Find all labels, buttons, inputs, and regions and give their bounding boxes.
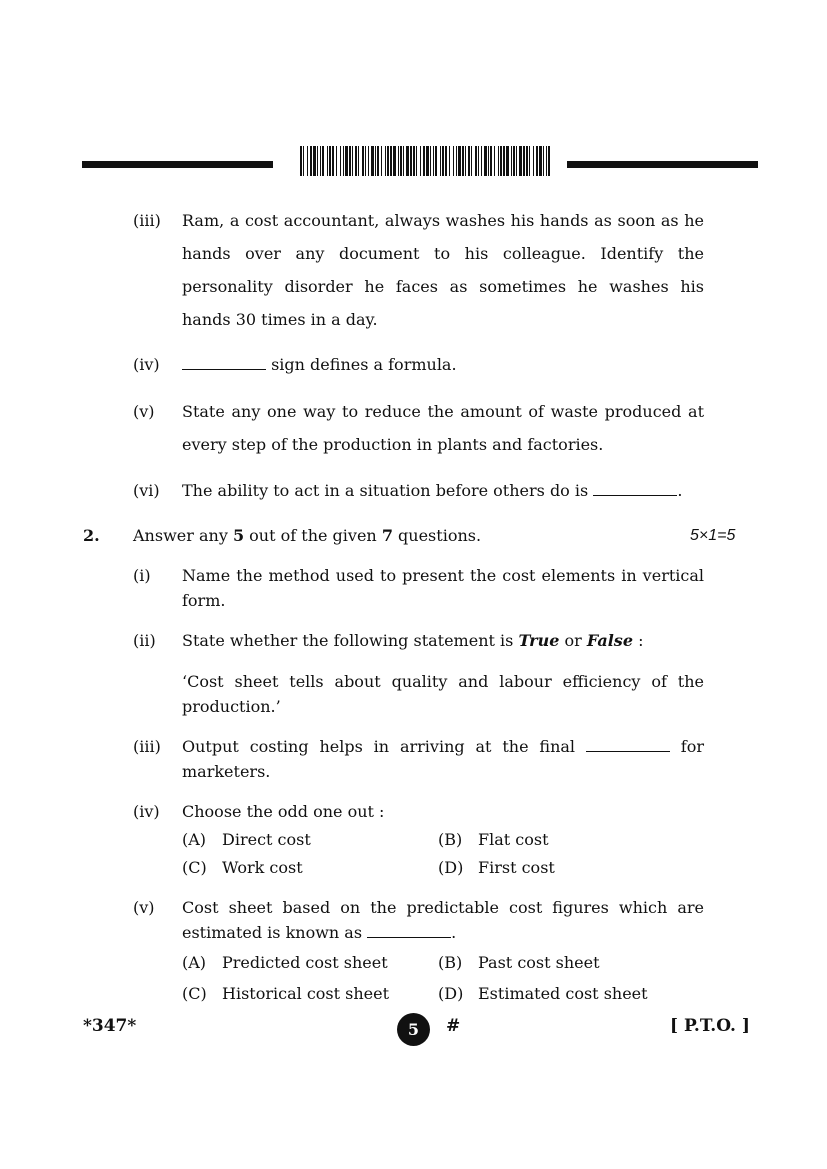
barcode-bar <box>362 146 364 176</box>
barcode-bar <box>349 146 351 176</box>
barcode-bar <box>365 146 366 176</box>
barcode-bar <box>403 146 404 176</box>
barcode-bar <box>435 146 437 176</box>
barcode-bar <box>503 146 505 176</box>
barcode-bar <box>523 146 525 176</box>
barcode-bar <box>368 146 369 176</box>
barcode-bar <box>352 146 353 176</box>
barcode-bar <box>416 146 417 176</box>
barcode-bar <box>478 146 479 176</box>
barcode-bar <box>548 146 550 176</box>
statement-text: ‘Cost sheet tells about quality and labour efficiency of the production.’ <box>182 672 704 716</box>
page-number: 5 <box>397 1013 430 1046</box>
barcode-bar <box>406 146 409 176</box>
barcode-bar <box>332 146 334 176</box>
barcode-bar <box>340 146 341 176</box>
barcode-bar <box>343 146 344 176</box>
barcode-bar <box>533 146 534 176</box>
barcode-bar <box>498 146 499 176</box>
barcode-bar <box>458 146 461 176</box>
barcode-bar <box>300 146 302 176</box>
barcode-bar <box>420 146 421 176</box>
period: . <box>677 481 683 500</box>
barcode-bar <box>329 146 331 176</box>
barcode-bar <box>453 146 454 176</box>
question-text: State any one way to reduce the amount of waste produced at every step of the production in plants and factories. <box>182 402 704 454</box>
barcode-bar <box>390 146 392 176</box>
question-text: State whether the following statement is True or False : <box>182 631 644 650</box>
barcode-bar <box>456 146 457 176</box>
barcode-bar <box>327 146 328 176</box>
barcode-bar <box>345 146 348 176</box>
barcode-bar <box>490 146 492 176</box>
barcode-bar <box>471 146 472 176</box>
barcode-bar <box>433 146 434 176</box>
question-text: sign defines a formula. <box>271 355 457 374</box>
barcode-bar <box>303 146 304 176</box>
barcode-bar <box>423 146 425 176</box>
header-rule-left <box>82 161 273 168</box>
answer-blank <box>593 481 677 496</box>
barcode-bar <box>310 146 312 176</box>
barcode-bar <box>468 146 470 176</box>
question-text: Output costing helps in arriving at the final for marketers. <box>182 737 704 781</box>
barcode-bar <box>449 146 450 176</box>
barcode-bar <box>400 146 402 176</box>
barcode-bar <box>385 146 386 176</box>
paper-code: *347* <box>83 1016 137 1036</box>
question-text: Choose the odd one out : <box>182 802 385 821</box>
barcode-bar <box>500 146 502 176</box>
marks-allocation: 5×1=5 <box>690 527 736 544</box>
question-text: Cost sheet based on the predictable cost figures which are estimated is known as . <box>182 898 704 942</box>
barcode-bar <box>371 146 374 176</box>
barcode-bar <box>442 146 444 176</box>
barcode-bar <box>440 146 441 176</box>
barcode-bar <box>313 146 316 176</box>
barcode-bar <box>307 146 308 176</box>
barcode-bar <box>546 146 547 176</box>
question-number: 2. <box>83 526 100 545</box>
barcode-bar <box>358 146 359 176</box>
question-text: Name the method used to present the cost elements in vertical form. <box>182 566 704 610</box>
barcode-bar <box>494 146 495 176</box>
header-rule-right <box>567 161 758 168</box>
barcode-bar <box>526 146 528 176</box>
barcode-bar <box>475 146 477 176</box>
barcode-bar <box>336 146 337 176</box>
barcode-bar <box>516 146 517 176</box>
barcode-bar <box>529 146 530 176</box>
question-number: (i) <box>133 566 151 585</box>
hash-mark: # <box>446 1016 461 1036</box>
barcode-bar <box>430 146 431 176</box>
answer-blank <box>182 355 266 370</box>
barcode-bar <box>462 146 464 176</box>
barcode-bar <box>484 146 487 176</box>
question-text: The ability to act in a situation before others do is <box>182 481 589 500</box>
pto-label: [ P.T.O. ] <box>670 1016 750 1036</box>
barcode <box>300 146 553 176</box>
barcode-bar <box>513 146 515 176</box>
question-number: (iv) <box>133 355 160 374</box>
barcode-bar <box>543 146 544 176</box>
barcode-bar <box>445 146 447 176</box>
barcode-bar <box>506 146 509 176</box>
answer-blank <box>586 737 670 752</box>
barcode-bar <box>465 146 466 176</box>
question-number: (iv) <box>133 802 160 821</box>
question-number: (v) <box>133 898 155 917</box>
barcode-bar <box>317 146 318 176</box>
barcode-bar <box>375 146 376 176</box>
barcode-bar <box>426 146 429 176</box>
barcode-bar <box>322 146 324 176</box>
barcode-bar <box>519 146 522 176</box>
question-number: (iii) <box>133 211 161 230</box>
barcode-bar <box>381 146 382 176</box>
barcode-bar <box>481 146 482 176</box>
barcode-bar <box>410 146 412 176</box>
question-number: (v) <box>133 402 155 421</box>
barcode-bar <box>488 146 489 176</box>
barcode-bar <box>320 146 321 176</box>
answer-blank <box>367 923 451 938</box>
barcode-bar <box>393 146 396 176</box>
barcode-bar <box>377 146 379 176</box>
barcode-bar <box>539 146 542 176</box>
question-number: (ii) <box>133 631 156 650</box>
barcode-bar <box>413 146 415 176</box>
barcode-bar <box>511 146 512 176</box>
question-number: (vi) <box>133 481 160 500</box>
barcode-bar <box>387 146 389 176</box>
question-text: Ram, a cost accountant, always washes his hands as soon as he hands over any document to his colleague. Identify the personality disorder he faces as sometimes he washes his hands 30 times in a day. <box>182 211 704 329</box>
barcode-bar <box>355 146 357 176</box>
question-instruction: Answer any 5 out of the given 7 questions. <box>133 526 482 545</box>
question-number: (iii) <box>133 737 161 756</box>
barcode-bar <box>398 146 399 176</box>
barcode-bar <box>536 146 538 176</box>
